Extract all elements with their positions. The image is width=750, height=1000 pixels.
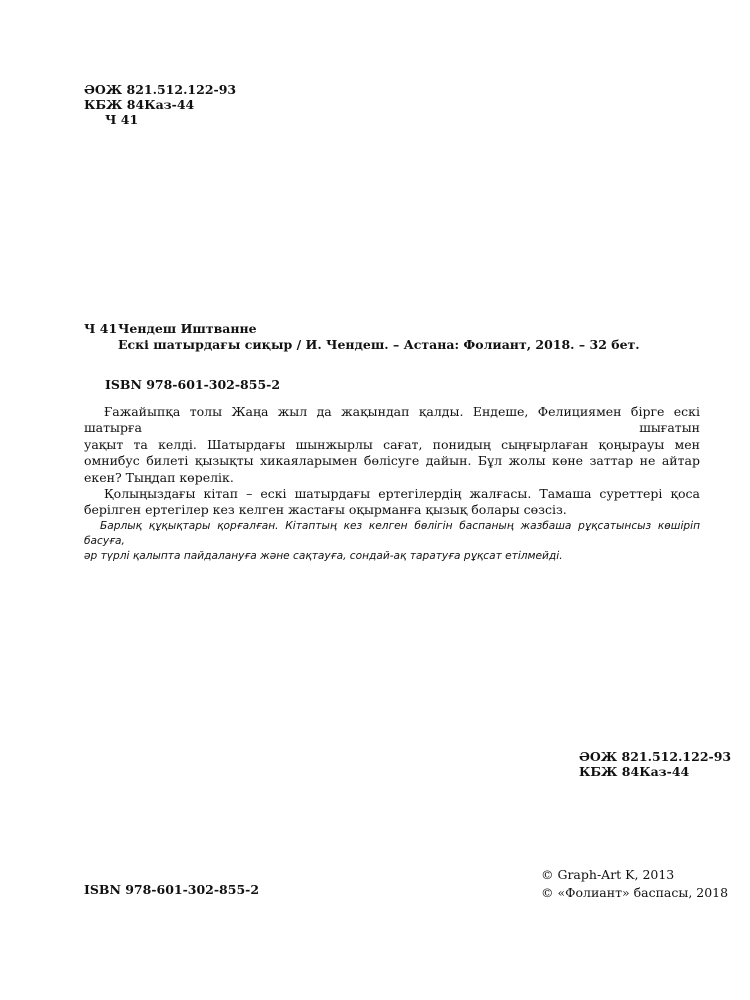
- bbk-code: КБЖ 84Каз-44: [84, 97, 195, 112]
- copyright-foliant: © «Фолиант» баспасы, 2018: [541, 885, 729, 900]
- isbn-main: ISBN 978-601-302-855-2: [105, 377, 281, 392]
- catalog-entry: [84, 321, 704, 352]
- bottom-bbk-code: КБЖ 84Каз-44: [579, 764, 690, 779]
- bottom-udc-code: ӘОЖ 821.512.122-93: [579, 749, 732, 764]
- catalog-author: Чендеш Иштванне: [118, 321, 257, 336]
- annotation: [84, 404, 700, 519]
- udc-code: ӘОЖ 821.512.122-93: [84, 82, 237, 97]
- rights-notice-line-2: әр түрлі қалыпта пайдалануға және сақтауға, сондай-ақ таратуға рұқсат етілмейді.: [84, 550, 563, 562]
- copyright-graph-art: © Graph-Art K, 2013: [541, 867, 675, 882]
- copyright-block: [541, 866, 728, 902]
- catalog-bibliographic-description: Ескі шатырдағы сиқыр / И. Чендеш. – Астана: Фолиант, 2018. – 32 бет.: [118, 337, 640, 352]
- annotation-paragraph-1-line-1: Ғажайыпқа толы Жаңа жыл да жақындап қалды. Ендеше, Фелициямен бірге ескі шатырға шығатын: [84, 404, 700, 436]
- catalog-cutter: Ч 41: [84, 321, 118, 336]
- annotation-paragraph-1-rest: уақыт та келді. Шатырдағы шынжырлы сағат, понидың сыңғырлаған қоңырауы мен омнибус билеті қызықты хикаяларымен бөлісуге дайын. Бұл жолы көне заттар не айтар екен? Тыңдап көрелік.: [84, 436, 700, 485]
- bottom-classification-codes: [579, 749, 731, 779]
- annotation-paragraph-2: Қолыңыздағы кітап – ескі шатырдағы ертегілердің жалғасы. Тамаша суреттері қоса берілген ертегілер кез келген жастағы оқырманға қызық болары сөзсіз.: [84, 486, 700, 518]
- isbn-bottom: ISBN 978-601-302-855-2: [84, 882, 260, 897]
- top-classification-codes: [84, 82, 236, 127]
- cutter-code: Ч 41: [105, 112, 139, 127]
- rights-notice: [84, 519, 700, 564]
- rights-notice-line-1: Барлық құқықтары қорғалған. Кітаптың кез келген бөлігін баспаның жазбаша рұқсатынсыз көшіріп басуға,: [84, 520, 700, 547]
